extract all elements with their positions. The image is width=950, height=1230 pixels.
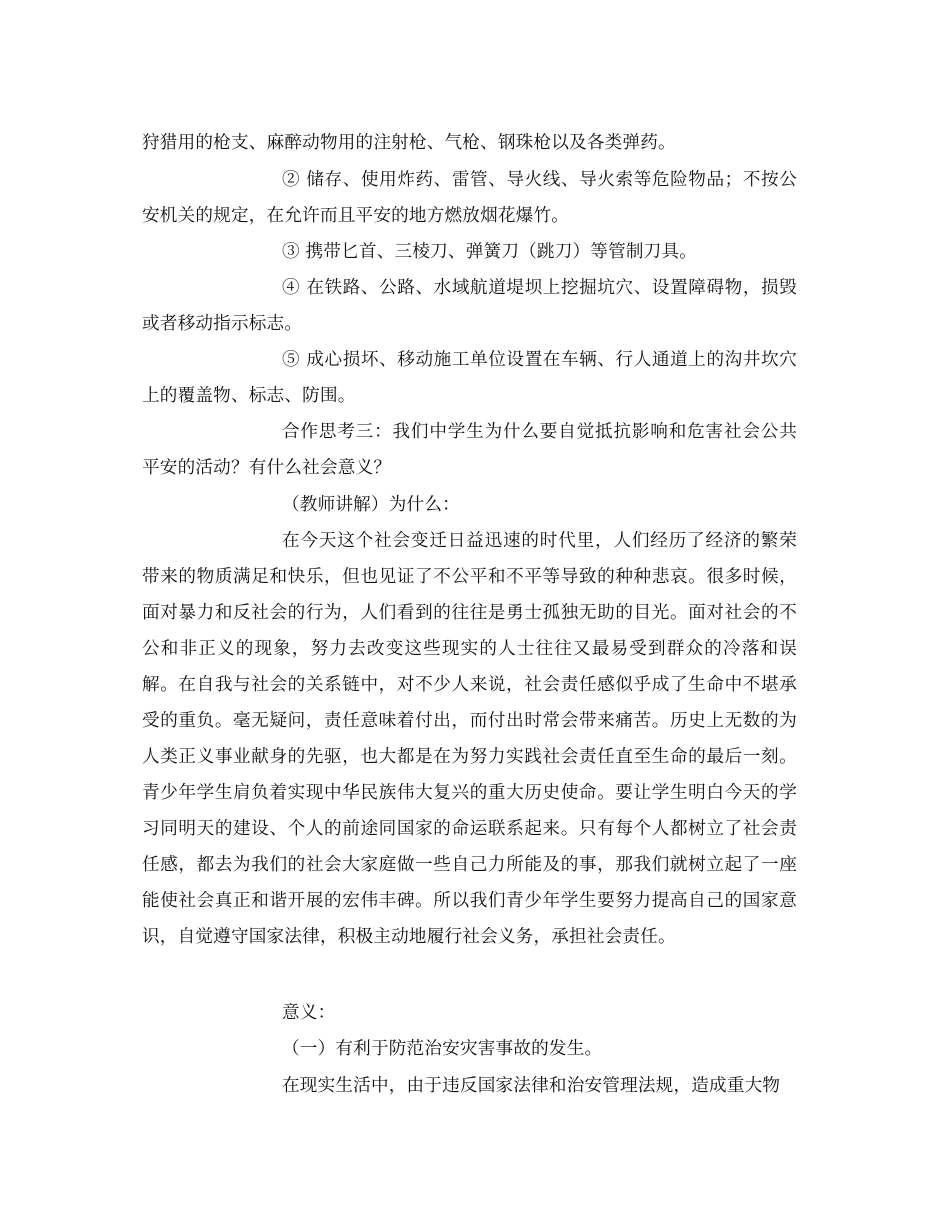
paragraph-item-4-obstacles: ④ 在铁路、公路、水域航道堤坝上挖掘坑穴、设置障碍物，损毁或者移动指示标志。: [142, 278, 797, 334]
paragraph-teacher-explanation: （教师讲解）为什么：: [282, 495, 460, 515]
paragraph-significance-heading: 意义：: [282, 1003, 336, 1023]
paragraph-significance-point-1: （一）有利于防范治安灾害事故的发生。: [282, 1039, 603, 1059]
paragraph-cooperative-thinking-3: 合作思考三：我们中学生为什么要自觉抵抗影响和危害社会公共平安的活动？有什么社会意义？: [142, 422, 797, 478]
paragraph-real-life: 在现实生活中，由于违反国家法律和治安管理法规，造成重大物: [282, 1076, 781, 1096]
paragraph-weapons-continuation: 狩猎用的枪支、麻醉动物用的注射枪、气枪、钢珠枪以及各类弹药。: [142, 133, 676, 153]
paragraph-item-3-knives: ③ 携带匕首、三棱刀、弹簧刀（跳刀）等管制刀具。: [282, 242, 698, 262]
paragraph-item-2-explosives: ② 储存、使用炸药、雷管、导火线、导火索等危险物品；不按公安机关的规定，在允许而且平安的地方燃放烟花爆竹。: [142, 170, 797, 226]
paragraph-item-5-covers: ⑤ 成心损坏、移动施工单位设置在车辆、行人通道上的沟井坎穴上的覆盖物、标志、防围。: [142, 350, 797, 406]
paragraph-social-responsibility: 在今天这个社会变迁日益迅速的时代里，人们经历了经济的繁荣带来的物质满足和快乐，但也见证了不公平和不平等导致的种种悲哀。很多时候，面对暴力和反社会的行为，人们看到的往往是勇士孤独无助的目光。面对社会的不公和非正义的现象，努力去改变这些现实的人士往往又最易受到群众的冷落和误解。在自我与社会的关系链中，对不少人来说，社会责任感似乎成了生命中不堪承受的重负。毫无疑问，责任意味着付出，而付出时常会带来痛苦。历史上无数的为人类正义事业献身的先驱，也大都是在为努力实践社会责任直至生命的最后一刻。青少年学生肩负着实现中华民族伟大复兴的重大历史使命。要让学生明白今天的学习同明天的建设、个人的前途同国家的命运联系起来。只有每个人都树立了社会责任感，都去为我们的社会大家庭做一些自己力所能及的事，那我们就树立起了一座能使社会真正和谐开展的宏伟丰碑。所以我们青少年学生要努力提高自己的国家意识，自觉遵守国家法律，积极主动地履行社会义务，承担社会责任。: [142, 531, 797, 947]
